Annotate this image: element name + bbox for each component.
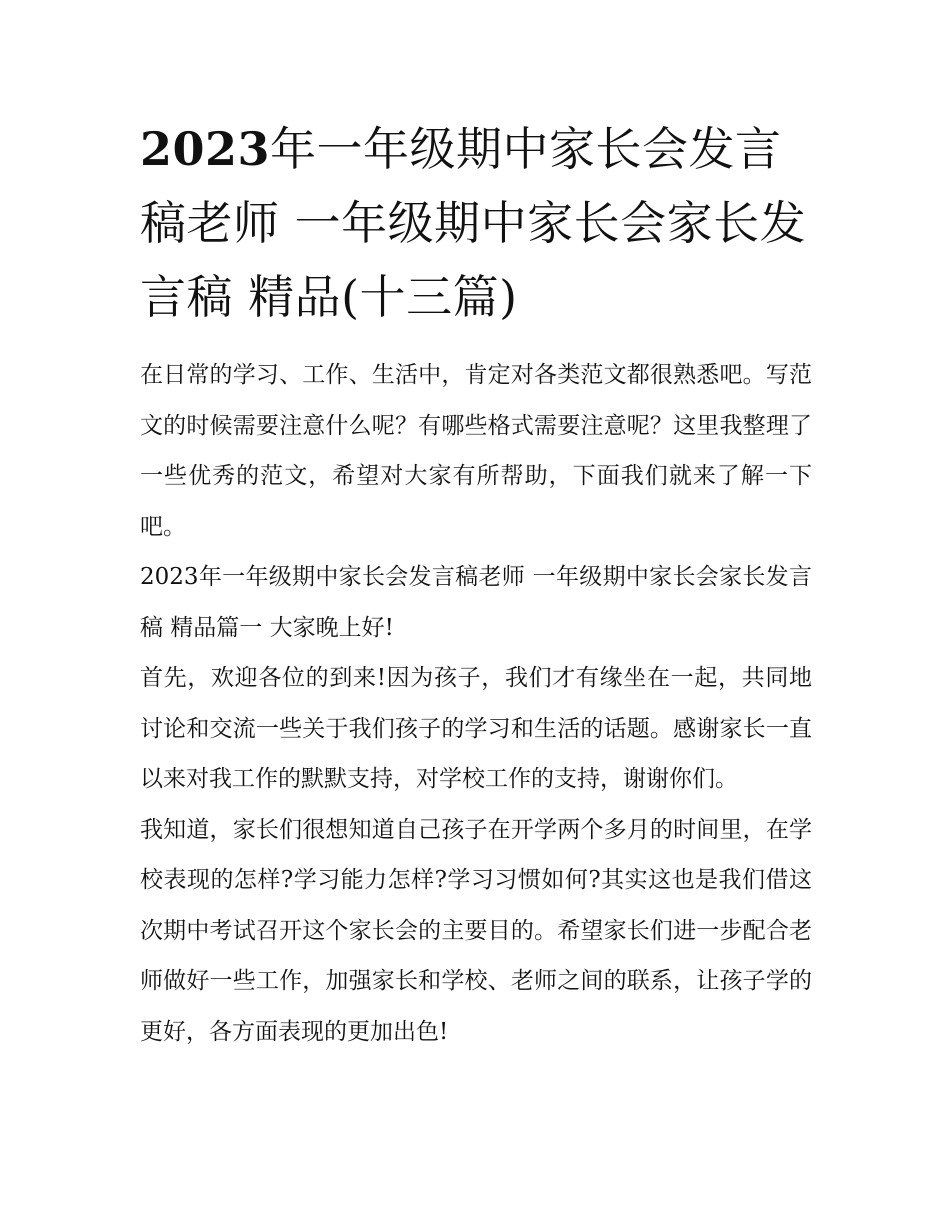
document-title <box>140 112 812 334</box>
title-year: 2023 <box>140 122 271 176</box>
body-paragraph-welcome: 首先，欢迎各位的到来!因为孩子，我们才有缘坐在一起，共同地讨论和交流一些关于我们孩子的学习和生活的话题。感谢家长一直以来对我工作的默默支持，对学校工作的支持，谢谢你们。 <box>140 665 812 792</box>
body-paragraph-purpose: 我知道，家长们很想知道自己孩子在开学两个多月的时间里，在学校表现的怎样?学习能力怎样?学习习惯如何?其实这也是我们借这次期中考试召开这个家长会的主要目的。希望家长们进一步配合老师做好一些工作，加强家长和学校、老师之间的联系，让孩子学的更好，各方面表现的更加出色! <box>140 816 812 1045</box>
title-text: 年一年级期中家长会发言稿老师 一年级期中家长会家长发言稿 精品(十三篇) <box>140 122 807 324</box>
document-body <box>140 350 812 1057</box>
section-heading-paragraph: 2023年一年级期中家长会发言稿老师 一年级期中家长会家长发言稿 精品篇一 大家晚上好! <box>140 564 812 641</box>
intro-paragraph: 在日常的学习、工作、生活中，肯定对各类范文都很熟悉吧。写范文的时候需要注意什么呢？有哪些格式需要注意呢？这里我整理了一些优秀的范文，希望对大家有所帮助，下面我们就来了解一下吧。 <box>140 362 812 540</box>
document-page <box>140 112 812 1057</box>
